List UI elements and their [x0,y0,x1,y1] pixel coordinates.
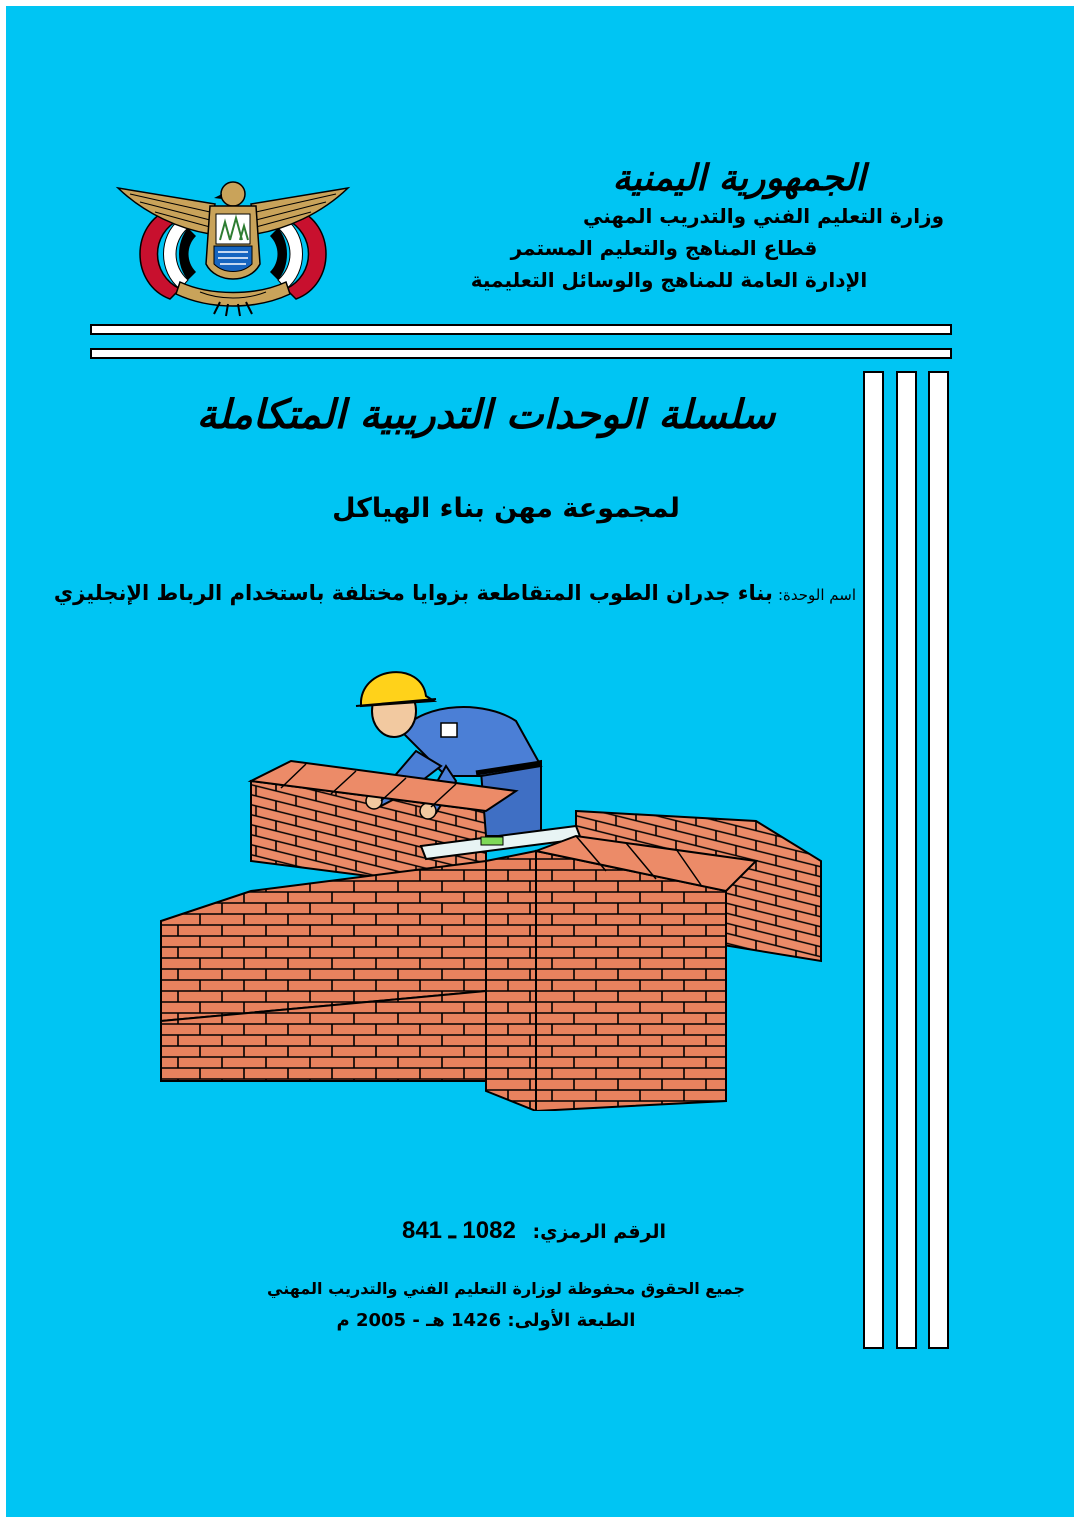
code-line [336,1216,666,1245]
unit-line [53,581,856,605]
ministry-name: وزارة التعليم الفني والتدريب المهني [582,204,944,228]
unit-title: بناء جدران الطوب المتقاطعة بزوايا مختلفة باستخدام الرباط الإنجليزي [53,581,773,605]
bricklayer-building-wall-illustration-icon [156,661,826,1111]
decorative-column [928,371,949,1349]
header-block [424,156,944,296]
code-value: 1082 ـ 841 [401,1217,516,1244]
decorative-column [863,371,884,1349]
yemen-eagle-emblem-icon [110,174,356,319]
code-label: الرقم الرمزي: [532,1221,666,1243]
decorative-column [896,371,917,1349]
group-title: لمجموعة مهن بناء الهياكل [332,493,680,524]
edition-text: الطبعة الأولى: 1426 هـ - 2005 م [336,1310,636,1331]
rights-text: جميع الحقوق محفوظة لوزارة التعليم الفني والتدريب المهني [267,1279,745,1298]
cover-page [6,6,1074,1517]
department-name: الإدارة العامة للمناهج والوسائل التعليمية [470,268,868,292]
republic-title: الجمهورية اليمنية [612,157,866,199]
decorative-bar [90,348,952,359]
series-title: سلسلة الوحدات التدريبية المتكاملة [196,391,776,438]
decorative-bar [90,324,952,335]
sector-name: قطاع المناهج والتعليم المستمر [510,236,818,260]
unit-label: اسم الوحدة: [777,586,856,604]
